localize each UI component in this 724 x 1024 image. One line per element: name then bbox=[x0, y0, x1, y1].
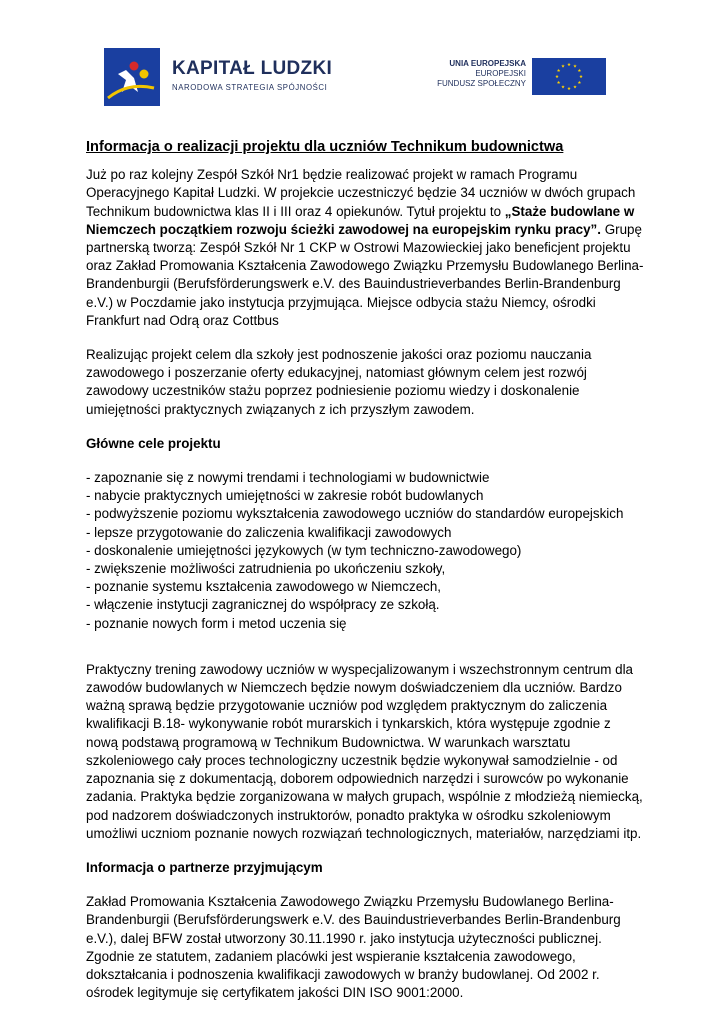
kapital-ludzki-subtitle: NARODOWA STRATEGIA SPÓJNOŚCI bbox=[172, 83, 328, 92]
kapital-ludzki-logo bbox=[104, 48, 364, 108]
eu-line-3: FUNDUSZ SPOŁECZNY bbox=[437, 79, 526, 88]
goal-item: - podwyższenie poziomu wykształcenia zawodowego uczniów do standardów europejskich bbox=[86, 506, 624, 522]
goal-item: - zwiększenie możliwości zatrudnienia po ukończeniu szkoły, bbox=[86, 561, 446, 577]
document-content bbox=[86, 138, 646, 1018]
kl-red-dot bbox=[130, 62, 139, 71]
project-title-bold: „Staże budowlane w Niemczech początkiem rozwoju ścieżki zawodowej na europejskim rynku pracy”. bbox=[86, 203, 635, 237]
intro-paragraph bbox=[86, 166, 646, 330]
goal-item: - zapoznanie się z nowymi trendami i technologiami w budownictwie bbox=[86, 470, 490, 486]
eu-logo bbox=[408, 58, 608, 98]
goals-heading: Główne cele projektu bbox=[86, 435, 221, 451]
kapital-ludzki-title: KAPITAŁ LUDZKI bbox=[172, 58, 333, 79]
training-paragraph: Praktyczny trening zawodowy uczniów w wyspecjalizowanym i wszechstronnym centrum dla zawodów budowlanych w Niemczech będzie nowym doświadczeniem dla uczniów. Bardzo ważną sprawą będzie przygotowanie uczniów pod względem praktycznym do zaliczenia kwalifikacji B.18- wykonywanie robót murarskich i tynkarskich, która występuje zgodnie z nową podstawą programową w Technikum Budownictwa. W warunkach warsztatu szkoleniowego cały proces technologiczny uczestnik będzie wykonywał samodzielnie - od zapoznania się z dokumentacją, doborem odpowiednich narzędzi i surowców po wykonanie zadania. Praktyka będzie zorganizowana w małych grupach, wspólnie z młodzieżą niemiecką, pod nadzorem doświadczonych instruktorów, ponadto praktyka w ośrodku szkoleniowym umożliwi uczniom poznanie nowych rozwiązań technologicznych, materiałów, narzędziami itp. bbox=[86, 661, 643, 841]
eu-logo-text bbox=[408, 59, 526, 89]
goal-item: - poznanie nowych form i metod uczenia się bbox=[86, 615, 347, 631]
eu-line-2: EUROPEJSKI bbox=[475, 69, 526, 78]
intro-text-part-1: Już po raz kolejny Zespół Szkół Nr1 będzie realizować projekt w ramach Programu Operacyjnego Kapitał Ludzki. W projekcie uczestniczyć będzie 34 uczniów w dwóch grupach Technikum budownictwa klas II i III oraz 4 opiekunów. Tytuł projektu to bbox=[86, 167, 636, 219]
kl-yellow-dot bbox=[140, 70, 149, 79]
partner-paragraph: Zakład Promowania Kształcenia Zawodowego Związku Przemysłu Budowlanego Berlina-Brandenburgii (Berufsförderungswerk e.V. des Bauindustrieverbandes Berlin-Brandenburg e.V.), dalej BFW został utworzony 30.11.1990 r. jako instytucja użyteczności publicznej. Zgodnie ze statutem, zadaniem placówki jest wspieranie kształcenia zawodowego, dokształcania i podnoszenia kwalifikacji zawodowych w branży budowlanej. Od 2002 r. ośrodek legitymuje się certyfikatem jakości DIN ISO 9001:2000. bbox=[86, 894, 621, 1001]
page-title: Informacja o realizacji projektu dla uczniów Technikum budownictwa bbox=[86, 139, 564, 155]
goal-item: - włączenie instytucji zagranicznej do współpracy ze szkołą. bbox=[86, 597, 440, 613]
goal-item: - nabycie praktycznych umiejętności w zakresie robót budowlanych bbox=[86, 488, 484, 504]
eu-line-1: UNIA EUROPEJSKA bbox=[449, 59, 526, 68]
purpose-paragraph: Realizując projekt celem dla szkoły jest podnoszenie jakości oraz poziomu nauczania zawodowego i poszerzanie oferty edukacyjnej, natomiast głównym celem jest rozwój zawodowy uczestników stażu poprzez podniesienie poziomu wiedzy i doskonalenie umiejętności praktycznych związanych z ich przyszłym zawodem. bbox=[86, 347, 592, 417]
goal-item: - lepsze przygotowanie do zaliczenia kwalifikacji zawodowych bbox=[86, 524, 452, 540]
intro-text-part-2: Grupę partnerską tworzą: Zespół Szkół Nr 1 CKP w Ostrowi Mazowieckiej jako beneficjent projektu oraz Zakład Promowania Kształcenia Zawodowego Związku Przemysłu Budowlanego Berlina-Brandenburgii (Berufsförderungswerk e.V. des Bauindustrieverbandes Berlin-Brandenburg e.V.) w Poczdamie jako instytucja przyjmująca. Miejsce odbycia stażu Niemcy, ośrodki Frankfurt nad Odrą oraz Cottbus bbox=[86, 221, 644, 328]
kapital-ludzki-emblem-icon bbox=[104, 48, 160, 106]
goal-item: - poznanie systemu kształcenia zawodowego w Niemczech, bbox=[86, 579, 442, 595]
goals-list bbox=[86, 469, 646, 633]
eu-flag-icon bbox=[532, 58, 606, 95]
partner-heading: Informacja o partnerze przyjmującym bbox=[86, 859, 323, 875]
goal-item: - doskonalenie umiejętności językowych (w tym techniczno-zawodowego) bbox=[86, 542, 522, 558]
